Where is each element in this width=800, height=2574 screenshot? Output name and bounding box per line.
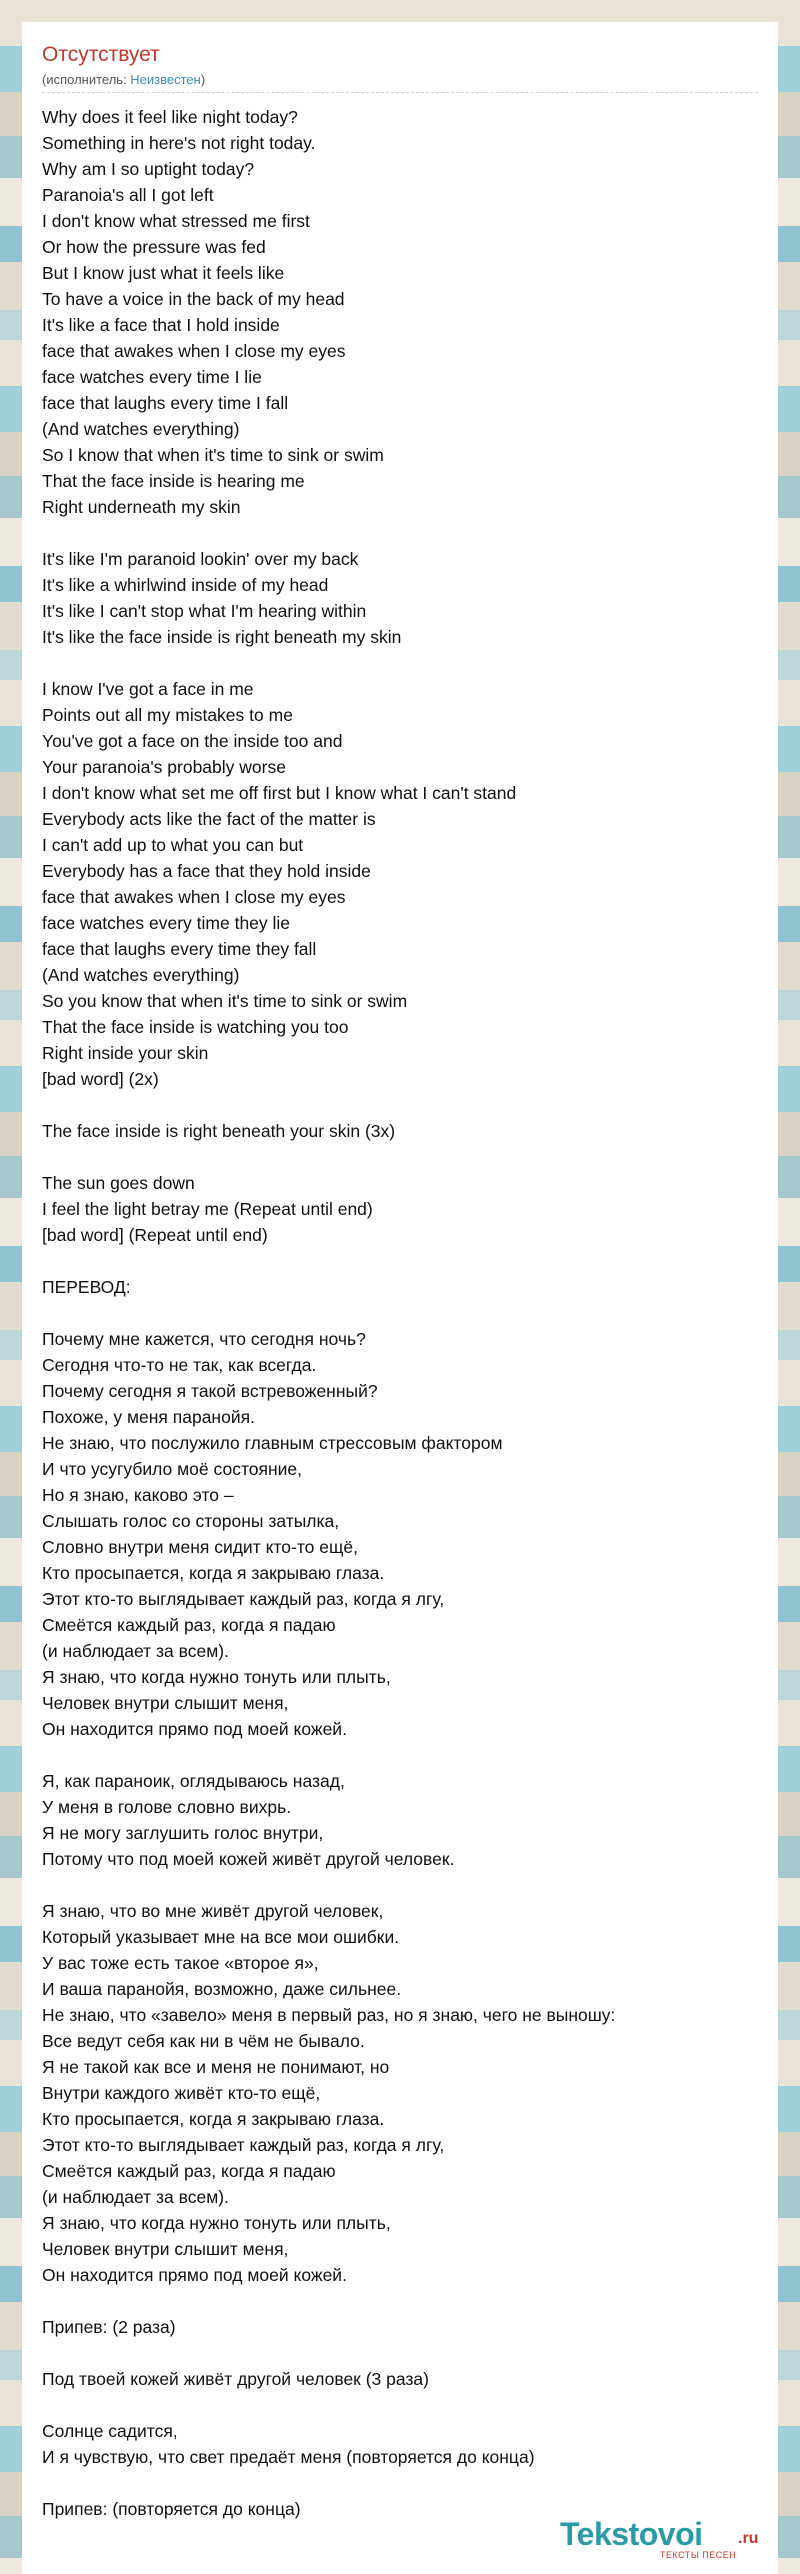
lyrics-text: Why does it feel like night today? Something in here's not right today. Why am I so uptight today? Paranoia's all I got left I don't know what stressed me first Or how the pressure was fed But I know just what it feels like To have a voice in the back of my head It's like a face that I hold inside face that awakes when I close my eyes face watches every time I lie face that laughs every time I fall (And watches everything) So I know that when it's time to sink or swim That the face inside is hearing me Right underneath my skin It's like I'm paranoid lookin' over my back It's like a whirlwind inside of my head It's like I can't stop what I'm hearing within It's like the face inside is right beneath my skin I know I've got a face in me Points out all my mistakes to me You've got a face on the inside too and Your paranoia's probably worse I don't know what set me off first but I know what I can't stand Everybody acts like the fact of the matter is I can't add up to what you can but Everybody has a face that they hold inside face that awakes when I close my eyes face watches every time they lie face that laughs every time they fall (And watches everything) So you know that when it's time to sink or swim That the face inside is watching you too Right inside your skin [bad word] (2x) The face inside is right beneath your skin (3x) The sun goes down I feel the light betray me (Repeat until end) [bad word] (Repeat until end) ПЕРЕВОД: Почему мне кажется, что сегодня ночь? Сегодня что-то не так, как всегда. Почему сегодня я такой встревоженный? Похоже, у меня паранойя. Не знаю, что послужило главным стрессовым фактором И что усугубило моё состояние, Но я знаю, каково это – Слышать голос со стороны затылка, Словно внутри меня сидит кто-то ещё, Кто просыпается, когда я закрываю глаза. Этот кто-то выглядывает каждый раз, когда я лгу, Смеётся каждый раз, когда я падаю (и наблюдает за всем). Я знаю, что когда нужно тонуть или плыть, Человек внутри слышит меня, Он находится прямо под моей кожей. Я, как параноик, оглядываюсь назад, У меня в голове словно вихрь. Я не могу заглушить голос внутри, Потому что под моей кожей живёт другой человек. Я знаю, что во мне живёт другой человек, Который указывает мне на все мои ошибки. У вас тоже есть такое «второе я», И ваша паранойя, возможно, даже сильнее. Не знаю, что «завело» меня в первый раз, но я знаю, чего не выношу: Все ведут себя как ни в чём не бывало. Я не такой как все и меня не понимают, но Внутри каждого живёт кто-то ещё, Кто просыпается, когда я закрываю глаза. Этот кто-то выглядывает каждый раз, когда я лгу, Смеётся каждый раз, когда я падаю (и наблюдает за всем). Я знаю, что когда нужно тонуть или плыть, Человек внутри слышит меня, Он находится прямо под моей кожей. Припев: (2 раза) Под твоей кожей живёт другой человек (3 раза) Солнце садится, И я чувствую, что свет предаёт меня (повторяется до конца) Припев: (повторяется до конца) bbox=[42, 107, 616, 2519]
artist-link[interactable]: Неизвестен bbox=[130, 72, 201, 87]
artist-prefix: (исполнитель: bbox=[42, 72, 131, 87]
lyrics-card bbox=[22, 22, 778, 2574]
artist-line bbox=[42, 72, 205, 88]
logo-tld: .ru bbox=[738, 2530, 759, 2547]
artist-suffix: ) bbox=[200, 72, 206, 87]
song-title: Отсутствует bbox=[42, 43, 160, 66]
logo-name: Tekstovoi bbox=[560, 2516, 703, 2552]
site-logo[interactable] bbox=[560, 2516, 770, 2560]
logo-tagline: ТЕКСТЫ ПЕСЕН bbox=[660, 2550, 737, 2560]
header-divider bbox=[42, 92, 758, 93]
